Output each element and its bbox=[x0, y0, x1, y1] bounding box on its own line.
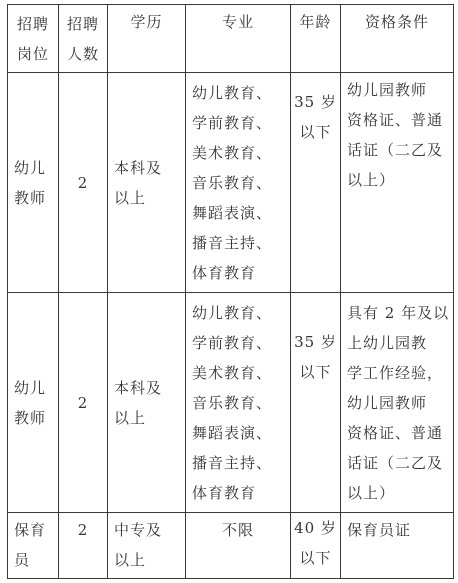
table-row bbox=[8, 513, 454, 579]
post-line: 员 bbox=[14, 551, 31, 569]
age-line: 以下 bbox=[299, 363, 332, 381]
cell-age bbox=[291, 293, 341, 513]
header-conditions-label: 资格条件 bbox=[364, 13, 429, 31]
table-row bbox=[8, 293, 454, 513]
cell-age bbox=[291, 513, 341, 579]
education-line: 本科及 bbox=[114, 158, 163, 177]
education-line: 以上 bbox=[114, 551, 147, 569]
cell-count bbox=[59, 73, 108, 293]
post-line: 教师 bbox=[14, 188, 47, 207]
header-post-line-2: 岗位 bbox=[16, 44, 49, 63]
conditions-line: 学工作经验， bbox=[347, 363, 444, 382]
post-line: 幼儿 bbox=[14, 158, 47, 177]
post-line: 教师 bbox=[14, 408, 47, 427]
header-post-line-1: 招聘 bbox=[16, 14, 49, 33]
cell-post bbox=[8, 293, 59, 513]
major-line: 幼儿教育、 bbox=[192, 303, 273, 322]
cell-count bbox=[59, 513, 108, 579]
age-line: 35 岁 bbox=[294, 93, 337, 111]
cell-education bbox=[108, 293, 186, 513]
education-line: 以上 bbox=[114, 408, 147, 427]
cell-post bbox=[8, 73, 59, 293]
major-line: 不限 bbox=[221, 521, 254, 539]
education-line: 以上 bbox=[114, 188, 147, 207]
major-line: 美术教育、 bbox=[192, 363, 273, 382]
cell-education bbox=[108, 73, 186, 293]
education-line: 本科及 bbox=[114, 378, 163, 397]
major-line: 学前教育、 bbox=[192, 113, 273, 132]
cell-education bbox=[108, 513, 186, 579]
conditions-line: 上幼儿园教 bbox=[347, 333, 428, 352]
header-count-line-2: 人数 bbox=[66, 44, 99, 63]
major-line: 音乐教育、 bbox=[192, 173, 273, 192]
cell-major bbox=[186, 513, 291, 579]
conditions-line: 资格证、普通 bbox=[347, 423, 444, 442]
cell-conditions bbox=[341, 513, 454, 579]
education-line: 中专及 bbox=[114, 521, 163, 539]
conditions-line: 以上） bbox=[347, 171, 396, 189]
major-line: 美术教育、 bbox=[192, 143, 273, 162]
header-count-line-1: 招聘 bbox=[66, 14, 99, 33]
cell-major bbox=[186, 293, 291, 513]
major-line: 体育教育 bbox=[192, 483, 257, 502]
major-line: 音乐教育、 bbox=[192, 393, 273, 412]
cell-conditions bbox=[341, 293, 454, 513]
count-value: 2 bbox=[77, 521, 89, 539]
header-post bbox=[8, 5, 59, 73]
table-row bbox=[8, 73, 454, 293]
header-major-label: 专业 bbox=[221, 13, 254, 31]
conditions-line: 以上） bbox=[347, 483, 396, 502]
conditions-line: 具有 2 年及以 bbox=[347, 303, 450, 322]
header-age-label: 年龄 bbox=[299, 13, 332, 31]
count-value: 2 bbox=[77, 393, 89, 412]
cell-conditions bbox=[341, 73, 454, 293]
header-conditions bbox=[341, 5, 454, 73]
conditions-line: 幼儿园教师 bbox=[347, 393, 428, 412]
cell-count bbox=[59, 293, 108, 513]
age-line: 以下 bbox=[299, 549, 332, 567]
count-value: 2 bbox=[77, 173, 89, 192]
age-line: 以下 bbox=[299, 123, 332, 141]
major-line: 播音主持、 bbox=[192, 453, 273, 472]
header-education bbox=[108, 5, 186, 73]
major-line: 学前教育、 bbox=[192, 333, 273, 352]
post-line: 幼儿 bbox=[14, 378, 47, 397]
cell-major bbox=[186, 73, 291, 293]
conditions-line: 资格证、普通 bbox=[347, 111, 444, 129]
age-line: 35 岁 bbox=[294, 333, 337, 351]
header-row bbox=[8, 5, 454, 73]
header-count bbox=[59, 5, 108, 73]
conditions-line: 幼儿园教师 bbox=[347, 81, 428, 99]
cell-age bbox=[291, 73, 341, 293]
recruitment-table bbox=[7, 4, 454, 579]
major-line: 舞蹈表演、 bbox=[192, 423, 273, 442]
post-line: 保育 bbox=[14, 521, 47, 539]
major-line: 播音主持、 bbox=[192, 233, 273, 252]
conditions-line: 保育员证 bbox=[347, 521, 412, 539]
major-line: 舞蹈表演、 bbox=[192, 203, 273, 222]
header-major bbox=[186, 5, 291, 73]
header-education-label: 学历 bbox=[130, 13, 163, 31]
major-line: 体育教育 bbox=[192, 263, 257, 282]
cell-post bbox=[8, 513, 59, 579]
conditions-line: 话证（二乙及 bbox=[347, 141, 444, 159]
age-line: 40 岁 bbox=[294, 519, 337, 537]
header-age bbox=[291, 5, 341, 73]
major-line: 幼儿教育、 bbox=[192, 83, 273, 102]
conditions-line: 话证（二乙及 bbox=[347, 453, 444, 472]
